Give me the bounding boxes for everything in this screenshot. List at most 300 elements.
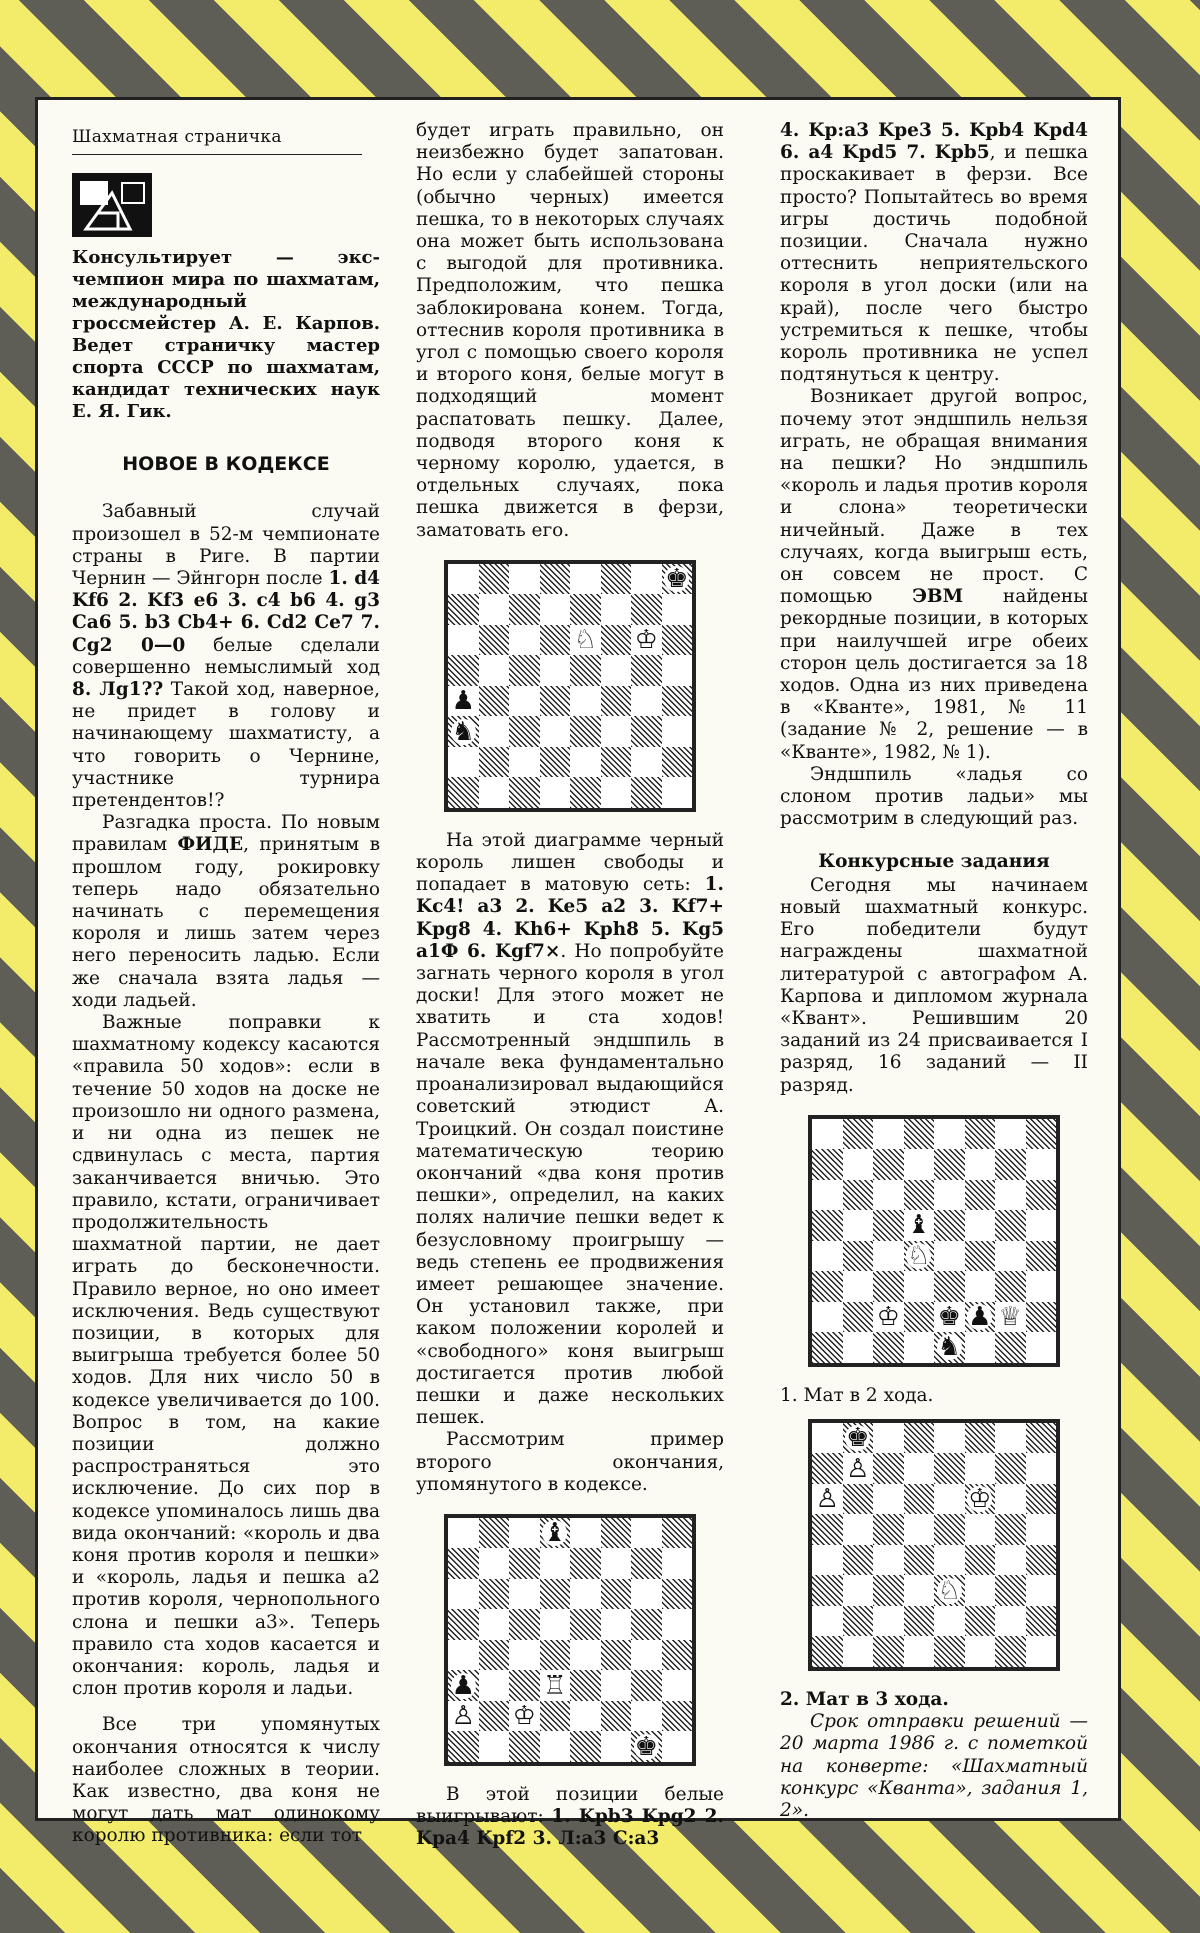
board-square bbox=[1026, 1332, 1057, 1363]
board-square bbox=[843, 1241, 874, 1272]
text-run: Разгадка проста. По новым правилам bbox=[72, 812, 380, 856]
consultant-intro: Консультирует — экс-чемпион мира по шахматам, международный гроссмейстер А. Е. Карпов. Ведет страничку мастер спорта СССР по шахматам, кандидат технических наук Е. Я. Гик. bbox=[72, 247, 380, 423]
board-square bbox=[509, 1579, 540, 1610]
rubric-title: Шахматная страничка bbox=[72, 127, 282, 147]
board-square bbox=[873, 1241, 904, 1272]
moves-run: 1. d4 Kf6 2. Kf3 e6 3. c4 b6 4. g3 Ca6 5. b3 Cb4+ 6. Cd2 Ce7 7. Cg2 0—0 bbox=[72, 568, 381, 656]
board-square bbox=[904, 1149, 935, 1180]
board-square bbox=[995, 1332, 1026, 1363]
board-square bbox=[540, 1609, 571, 1640]
board-square bbox=[662, 1609, 693, 1640]
board-square bbox=[631, 1609, 662, 1640]
board-square bbox=[1026, 1545, 1057, 1576]
diagram-wrap bbox=[416, 1514, 724, 1766]
chess-diagram-2 bbox=[444, 1514, 696, 1766]
board-square bbox=[843, 1575, 874, 1606]
board-square bbox=[540, 564, 571, 595]
board-square bbox=[601, 1640, 632, 1671]
board-square bbox=[995, 1423, 1026, 1454]
board-square bbox=[873, 1514, 904, 1545]
chess-piece-icon: ♕ bbox=[998, 1301, 1022, 1332]
magazine-page bbox=[38, 100, 1118, 1850]
board-square bbox=[509, 747, 540, 778]
chess-diagram-3 bbox=[808, 1115, 1060, 1367]
board-square bbox=[1026, 1575, 1057, 1606]
board-square bbox=[812, 1453, 843, 1484]
text-run: . Но попробуйте загнать черного короля в угол доски! Для этого может не хватить и ста ходов! Рассмотренный эндшпиль в начале века фундаментально проанализировал выдающийся советский этюдист А. Троицкий. Он создал поистине математическую теорию окончаний «два коня против пешки», определил, на каких полях наличие пешки ведет к безусловному проигрышу — ведь степень ее продвижения имеет решающее значение. Он установил также, при каком положении королей и «свободного» коня выигрыш достигается против любой пешки и даже нескольких пешек. bbox=[416, 940, 724, 1429]
board-square bbox=[965, 1423, 996, 1454]
board-square bbox=[843, 1636, 874, 1667]
board-square bbox=[662, 1518, 693, 1549]
board-square bbox=[631, 1640, 662, 1671]
board-square bbox=[570, 594, 601, 625]
board-square bbox=[601, 1670, 632, 1701]
paragraph: Сегодня мы начинаем новый шахматный конкурс. Его победители будут награждены шахматной литературой с автографом А. Карпова и дипломом журнала «Квант». Решившим 20 заданий из 24 присваивается I разряд, 16 заданий — II разряд. bbox=[780, 874, 1088, 1096]
paragraph bbox=[780, 120, 1088, 386]
board-square bbox=[662, 1670, 693, 1701]
board-square bbox=[965, 1453, 996, 1484]
board-square bbox=[479, 1548, 510, 1579]
chess-piece-icon: ♘ bbox=[907, 1240, 931, 1271]
board-square bbox=[1026, 1484, 1057, 1515]
board-square bbox=[540, 777, 571, 808]
board-square bbox=[812, 1575, 843, 1606]
board-square bbox=[873, 1271, 904, 1302]
board-square bbox=[601, 1731, 632, 1762]
board-square bbox=[601, 716, 632, 747]
board-square bbox=[631, 594, 662, 625]
board-square bbox=[934, 1271, 965, 1302]
board-square bbox=[904, 1302, 935, 1333]
board-square bbox=[965, 1332, 996, 1363]
board-square bbox=[601, 777, 632, 808]
board-square bbox=[540, 1548, 571, 1579]
deadline-note: Срок отправки решений — 20 марта 1986 г. с пометкой на конверте: «Шахматный конкурс «Кванта», задания 1, 2». bbox=[780, 1711, 1088, 1821]
board-square bbox=[904, 1271, 935, 1302]
board-square bbox=[812, 1210, 843, 1241]
board-square bbox=[631, 686, 662, 717]
problem-1-caption: 1. Мат в 2 хода. bbox=[780, 1384, 934, 1406]
board-square bbox=[904, 1545, 935, 1576]
board-square bbox=[509, 655, 540, 686]
chess-piece-icon: ♟ bbox=[451, 686, 475, 717]
board-square bbox=[479, 594, 510, 625]
board-square bbox=[873, 1606, 904, 1637]
text-run: В этой позиции белые выигрывают: bbox=[416, 1783, 724, 1828]
board-square bbox=[601, 686, 632, 717]
board-square bbox=[479, 1670, 510, 1701]
text-run: Возникает другой вопрос, почему этот эндшпиль нельзя играть, не обращая внимания на пешки? Но эндшпиль «король и ладья против короля и слона» теоретически ничейный. Даже в тех случаях, когда выигрыш есть, он совсем не прост. С помощью bbox=[780, 386, 1088, 608]
board-square bbox=[843, 1180, 874, 1211]
board-square bbox=[843, 1119, 874, 1150]
board-square bbox=[479, 625, 510, 656]
board-square bbox=[812, 1545, 843, 1576]
board-square bbox=[540, 1640, 571, 1671]
board-square bbox=[904, 1423, 935, 1454]
text-run: , принятым в прошлом году, рокировку теперь надо обязательно начинать с перемещения короля и лишь затем через него переносить ладью. Если же сначала взята ладья — ходи ладьей. bbox=[72, 834, 380, 1011]
board-square bbox=[934, 1606, 965, 1637]
chess-piece-icon: ♔ bbox=[512, 1701, 536, 1732]
column-3 bbox=[780, 120, 1088, 1822]
board-square bbox=[509, 1731, 540, 1762]
board-square bbox=[812, 1636, 843, 1667]
moves-run: 1. Kpb3 Kpg2 2. Kpa4 Kpf2 3. Л:a3 C:a3 bbox=[416, 1806, 724, 1850]
board-square bbox=[873, 1180, 904, 1211]
board-square bbox=[570, 686, 601, 717]
board-square bbox=[479, 1609, 510, 1640]
board-square bbox=[662, 594, 693, 625]
board-square bbox=[601, 564, 632, 595]
rubric-rule bbox=[72, 154, 362, 155]
board-square bbox=[570, 564, 601, 595]
chess-page-logo-icon bbox=[72, 173, 152, 237]
board-square bbox=[570, 1609, 601, 1640]
board-square bbox=[904, 1636, 935, 1667]
board-square bbox=[570, 1548, 601, 1579]
board-square bbox=[1026, 1423, 1057, 1454]
board-square bbox=[1026, 1180, 1057, 1211]
board-square bbox=[479, 564, 510, 595]
board-square bbox=[812, 1514, 843, 1545]
chess-piece-icon: ♚ bbox=[634, 1731, 658, 1762]
board-square bbox=[479, 1731, 510, 1762]
paragraph bbox=[780, 386, 1088, 763]
board-square bbox=[448, 1640, 479, 1671]
board-square bbox=[601, 1609, 632, 1640]
board-square bbox=[540, 1701, 571, 1732]
board-square bbox=[631, 564, 662, 595]
board-square bbox=[873, 1453, 904, 1484]
text-run: белые сделали совершенно немыслимый ход bbox=[72, 634, 380, 678]
board-square bbox=[995, 1119, 1026, 1150]
board-square bbox=[631, 1670, 662, 1701]
board-square bbox=[631, 777, 662, 808]
paragraph: Рассмотрим пример второго окончания, упомянутого в кодексе. bbox=[416, 1429, 724, 1495]
paragraph bbox=[416, 1784, 724, 1851]
board-square bbox=[570, 777, 601, 808]
board-square bbox=[601, 625, 632, 656]
article-title: НОВОЕ В КОДЕКСЕ bbox=[122, 453, 330, 476]
board-square bbox=[812, 1119, 843, 1150]
board-square bbox=[509, 594, 540, 625]
board-square bbox=[904, 1606, 935, 1637]
board-square bbox=[448, 594, 479, 625]
board-square bbox=[540, 655, 571, 686]
board-square bbox=[479, 655, 510, 686]
board-square bbox=[448, 747, 479, 778]
moves-run: 1. Kc4! a3 2. Ke5 a2 3. Kf7+ Kpg8 4. Kh6+ Kph8 5. Kg5 a1Ф 6. Kgf7× bbox=[416, 874, 724, 962]
board-square bbox=[812, 1423, 843, 1454]
board-square bbox=[965, 1210, 996, 1241]
board-square bbox=[570, 1579, 601, 1610]
board-square bbox=[601, 747, 632, 778]
board-square bbox=[601, 1518, 632, 1549]
board-square bbox=[934, 1453, 965, 1484]
diagram-wrap bbox=[780, 1115, 1088, 1367]
board-square bbox=[662, 1701, 693, 1732]
chess-piece-icon: ♔ bbox=[876, 1301, 900, 1332]
board-square bbox=[995, 1575, 1026, 1606]
board-square bbox=[1026, 1149, 1057, 1180]
board-square bbox=[965, 1514, 996, 1545]
board-square bbox=[934, 1119, 965, 1150]
board-square bbox=[448, 1609, 479, 1640]
board-square bbox=[843, 1332, 874, 1363]
board-square bbox=[965, 1149, 996, 1180]
board-square bbox=[509, 686, 540, 717]
chess-piece-icon: ♞ bbox=[937, 1332, 961, 1363]
board-square bbox=[873, 1332, 904, 1363]
column-1 bbox=[72, 120, 380, 1848]
board-square bbox=[873, 1575, 904, 1606]
board-square bbox=[843, 1484, 874, 1515]
board-square bbox=[509, 1640, 540, 1671]
paragraph bbox=[416, 830, 724, 1429]
chess-piece-icon: ♝ bbox=[543, 1518, 567, 1549]
problem-2-caption: 2. Мат в 3 хода. bbox=[780, 1688, 949, 1710]
board-square bbox=[540, 1579, 571, 1610]
board-square bbox=[631, 747, 662, 778]
board-square bbox=[570, 1640, 601, 1671]
chess-piece-icon: ♚ bbox=[937, 1301, 961, 1332]
board-square bbox=[995, 1210, 1026, 1241]
board-square bbox=[601, 594, 632, 625]
board-square bbox=[570, 716, 601, 747]
chess-piece-icon: ♖ bbox=[543, 1670, 567, 1701]
board-square bbox=[995, 1514, 1026, 1545]
board-square bbox=[934, 1423, 965, 1454]
board-square bbox=[570, 1670, 601, 1701]
chess-piece-icon: ♘ bbox=[937, 1575, 961, 1606]
board-square bbox=[873, 1149, 904, 1180]
board-square bbox=[631, 1701, 662, 1732]
board-square bbox=[843, 1606, 874, 1637]
board-square bbox=[812, 1241, 843, 1272]
board-square bbox=[934, 1210, 965, 1241]
board-square bbox=[965, 1606, 996, 1637]
board-square bbox=[843, 1514, 874, 1545]
board-square bbox=[631, 655, 662, 686]
board-square bbox=[448, 564, 479, 595]
board-square bbox=[965, 1575, 996, 1606]
board-square bbox=[540, 686, 571, 717]
chess-piece-icon: ♙ bbox=[451, 1701, 475, 1732]
board-square bbox=[509, 1609, 540, 1640]
board-square bbox=[631, 1579, 662, 1610]
board-square bbox=[570, 747, 601, 778]
board-square bbox=[965, 1241, 996, 1272]
board-square bbox=[873, 1210, 904, 1241]
board-square bbox=[934, 1514, 965, 1545]
board-square bbox=[904, 1453, 935, 1484]
board-square bbox=[812, 1302, 843, 1333]
board-square bbox=[479, 1640, 510, 1671]
board-square bbox=[965, 1545, 996, 1576]
board-square bbox=[631, 716, 662, 747]
board-square bbox=[1026, 1453, 1057, 1484]
board-square bbox=[843, 1149, 874, 1180]
board-square bbox=[1026, 1241, 1057, 1272]
board-square bbox=[934, 1149, 965, 1180]
board-square bbox=[904, 1180, 935, 1211]
board-square bbox=[934, 1636, 965, 1667]
board-square bbox=[843, 1271, 874, 1302]
board-square bbox=[1026, 1606, 1057, 1637]
board-square bbox=[934, 1545, 965, 1576]
board-square bbox=[540, 625, 571, 656]
board-square bbox=[1026, 1271, 1057, 1302]
chess-piece-icon: ♘ bbox=[573, 625, 597, 656]
board-square bbox=[509, 564, 540, 595]
board-square bbox=[873, 1545, 904, 1576]
board-square bbox=[995, 1636, 1026, 1667]
board-square bbox=[662, 777, 693, 808]
board-square bbox=[570, 1731, 601, 1762]
board-square bbox=[601, 1579, 632, 1610]
chess-piece-icon: ♟ bbox=[968, 1301, 992, 1332]
board-square bbox=[509, 1548, 540, 1579]
chess-piece-icon: ♔ bbox=[634, 625, 658, 656]
board-square bbox=[540, 716, 571, 747]
board-square bbox=[448, 1518, 479, 1549]
chess-piece-icon: ♞ bbox=[451, 716, 475, 747]
board-square bbox=[601, 1548, 632, 1579]
board-square bbox=[965, 1271, 996, 1302]
board-square bbox=[479, 1701, 510, 1732]
board-square bbox=[662, 747, 693, 778]
text-run: Такой ход, наверное, не придет в голову и начинающему шахматисту, а что говорить о Чернине, участнике турнира претендентов!? bbox=[72, 679, 380, 812]
board-square bbox=[812, 1271, 843, 1302]
text-run: ФИДЕ bbox=[177, 834, 244, 856]
board-square bbox=[995, 1271, 1026, 1302]
board-square bbox=[873, 1423, 904, 1454]
board-square bbox=[570, 655, 601, 686]
text-run: Забавный случай произошел в 52-м чемпионате страны в Риге. В партии Чернин — Эйнгорн после bbox=[72, 501, 380, 590]
board-square bbox=[995, 1149, 1026, 1180]
contest-title: Конкурсные задания bbox=[818, 850, 1050, 872]
board-square bbox=[873, 1119, 904, 1150]
board-square bbox=[843, 1302, 874, 1333]
text-run: На этой диаграмме черный король лишен свободы и попадает в матовую сеть: bbox=[416, 829, 724, 896]
board-square bbox=[448, 1579, 479, 1610]
chess-piece-icon: ♟ bbox=[451, 1670, 475, 1701]
board-square bbox=[601, 1701, 632, 1732]
chess-piece-icon: ♙ bbox=[846, 1453, 870, 1484]
board-square bbox=[448, 1548, 479, 1579]
board-square bbox=[812, 1180, 843, 1211]
paragraph bbox=[72, 501, 380, 812]
board-square bbox=[965, 1180, 996, 1211]
board-square bbox=[540, 1731, 571, 1762]
chess-piece-icon: ♙ bbox=[815, 1484, 839, 1515]
board-square bbox=[995, 1484, 1026, 1515]
board-square bbox=[873, 1636, 904, 1667]
board-square bbox=[995, 1606, 1026, 1637]
board-square bbox=[509, 1518, 540, 1549]
board-square bbox=[479, 1579, 510, 1610]
chess-piece-icon: ♚ bbox=[665, 564, 689, 595]
board-square bbox=[812, 1332, 843, 1363]
board-square bbox=[904, 1119, 935, 1150]
board-square bbox=[995, 1545, 1026, 1576]
chess-diagram-4 bbox=[808, 1419, 1060, 1671]
board-square bbox=[934, 1484, 965, 1515]
board-square bbox=[1026, 1302, 1057, 1333]
board-square bbox=[662, 1640, 693, 1671]
board-square bbox=[570, 1701, 601, 1732]
board-square bbox=[570, 1518, 601, 1549]
paragraph: будет играть правильно, он неизбежно будет запатован. Но если у слабейшей стороны (обычно черных) имеется пешка, то в некоторых случаях она может быть использована с выгодой для противника. Предположим, что пешка заблокирована конем. Тогда, оттеснив короля противника в угол с помощью своего короля и второго коня, белые могут в подходящий момент распатовать пешку. Далее, подводя второго коня к черному королю, удается, в отдельных случаях, пока пешка движется в ферзи, заматовать его. bbox=[416, 120, 724, 541]
board-square bbox=[631, 1518, 662, 1549]
board-square bbox=[448, 1731, 479, 1762]
board-square bbox=[509, 625, 540, 656]
chess-piece-icon: ♚ bbox=[846, 1423, 870, 1454]
board-square bbox=[965, 1636, 996, 1667]
board-square bbox=[995, 1453, 1026, 1484]
board-square bbox=[843, 1545, 874, 1576]
board-square bbox=[479, 747, 510, 778]
board-square bbox=[540, 747, 571, 778]
board-square bbox=[873, 1484, 904, 1515]
board-square bbox=[479, 777, 510, 808]
board-square bbox=[904, 1575, 935, 1606]
board-square bbox=[934, 1180, 965, 1211]
paragraph: Эндшпиль «ладья со слоном против ладьи» мы рассмотрим в следующий раз. bbox=[780, 763, 1088, 830]
board-square bbox=[843, 1210, 874, 1241]
board-square bbox=[509, 716, 540, 747]
board-square bbox=[1026, 1514, 1057, 1545]
paragraph bbox=[72, 812, 380, 1012]
board-square bbox=[448, 777, 479, 808]
text-run: найдены рекордные позиции, в которых при наилучшей игре обеих сторон цель достигается за 18 ходов. Одна из них приведена в «Кванте», 1981, № 11 (задание № 2, решение — в «Кванте», 1982, № 1). bbox=[780, 586, 1088, 763]
text-run: , и пешка проскакивает в ферзи. Все просто? Попытайтесь во время игры достичь подобной позиции. Сначала нужно оттеснить неприятельского короля в угол доски (или на край), после чего быстро устремиться к пешке, чтобы король противника не успел подтянуться к центру. bbox=[780, 142, 1088, 386]
moves-run: 8. Лg1?? bbox=[72, 679, 164, 701]
paragraph: Все три упомянутых окончания относятся к числу наиболее сложных в теории. Как известно, два коня не могут дать мат одинокому королю противника: если тот bbox=[72, 1714, 380, 1847]
board-square bbox=[812, 1149, 843, 1180]
board-square bbox=[509, 777, 540, 808]
board-square bbox=[1026, 1636, 1057, 1667]
board-square bbox=[479, 1518, 510, 1549]
paragraph: Важные поправки к шахматному кодексу касаются «правила 50 ходов»: если в течение 50 ходов на доске не произошло ни одного размена, и ни одна из пешек не сдвинулась с места, партия заканчивается вничью. Это правило, кстати, ограничивает продолжительность шахматной партии, не дает играть до бесконечности. Правило верное, но оно имеет исключения. Ведь существуют позиции, в которых для выигрыша требуется более 50 ходов. Для них число 50 в кодексе увеличивается до 100. Вопрос в том, на какие позиции должно распространяться это исключение. До сих пор в кодексе упоминалось лишь два вида окончаний: «король и два коня против короля и пешки» и «король, ладья и пешка a2 против короля, чернопольного слона и пешки a3». Теперь правило ста ходов касается и окончания: король, ладья и слон против короля и ладьи. bbox=[72, 1012, 380, 1700]
board-square bbox=[1026, 1210, 1057, 1241]
board-square bbox=[995, 1241, 1026, 1272]
board-square bbox=[812, 1606, 843, 1637]
chess-piece-icon: ♔ bbox=[968, 1484, 992, 1515]
board-square bbox=[662, 1548, 693, 1579]
board-square bbox=[965, 1119, 996, 1150]
moves-run: 4. Kp:a3 Kpe3 5. Kpb4 Kpd4 6. a4 Kpd5 7. Kpb5 bbox=[780, 120, 1088, 164]
chess-piece-icon: ♝ bbox=[907, 1210, 931, 1241]
board-square bbox=[662, 686, 693, 717]
board-square bbox=[995, 1180, 1026, 1211]
column-2 bbox=[416, 120, 724, 1851]
board-square bbox=[601, 655, 632, 686]
board-square bbox=[904, 1484, 935, 1515]
board-square bbox=[934, 1241, 965, 1272]
board-square bbox=[479, 686, 510, 717]
diagram-wrap bbox=[780, 1419, 1088, 1671]
board-square bbox=[662, 716, 693, 747]
diagram-wrap bbox=[416, 560, 724, 812]
board-square bbox=[904, 1332, 935, 1363]
board-square bbox=[479, 716, 510, 747]
board-square bbox=[631, 1548, 662, 1579]
board-square bbox=[904, 1514, 935, 1545]
board-square bbox=[662, 625, 693, 656]
board-square bbox=[1026, 1119, 1057, 1150]
board-square bbox=[540, 594, 571, 625]
board-square bbox=[509, 1670, 540, 1701]
